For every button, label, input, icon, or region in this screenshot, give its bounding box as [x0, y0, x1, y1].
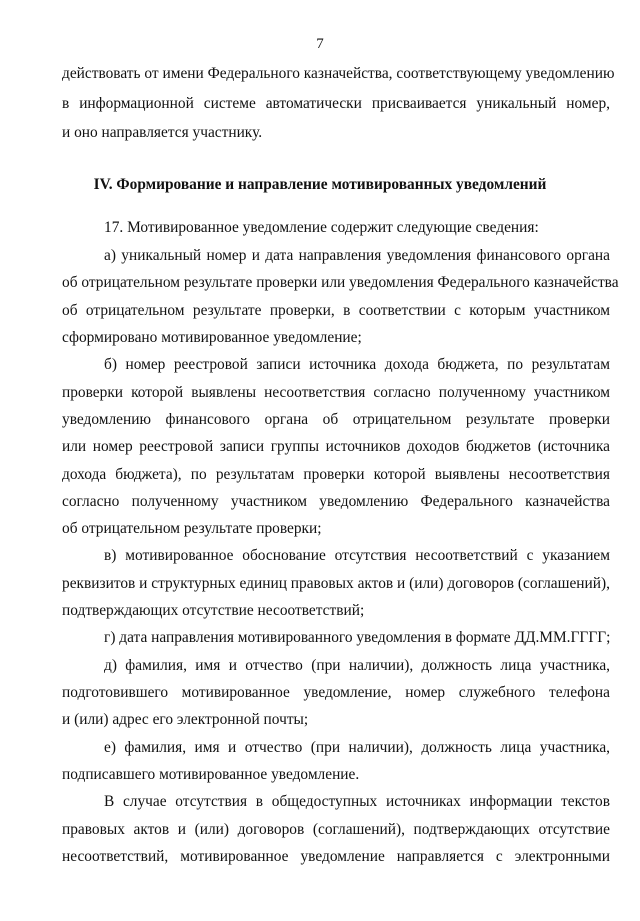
- text-line: е) фамилия, имя и отчество (при наличии), должность лица участника,: [104, 739, 610, 756]
- text-line: 17. Мотивированное уведомление содержит следующие сведения:: [104, 219, 539, 236]
- text-line: подписавшего мотивированное уведомление.: [62, 766, 360, 783]
- text-line: В случае отсутствия в общедоступных источниках информации текстов: [104, 793, 610, 810]
- text-line: в информационной системе автоматически присваивается уникальный номер,: [62, 95, 610, 112]
- text-line: г) дата направления мотивированного уведомления в формате ДД.ММ.ГГГГ;: [104, 629, 611, 646]
- text-line: проверки которой выявлены несоответствия согласно полученному участником: [62, 384, 610, 401]
- section-heading: IV. Формирование и направление мотивированных уведомлений: [93, 176, 547, 193]
- text-line: об отрицательном результате проверки;: [62, 520, 322, 537]
- text-line: об отрицательном результате проверки, в соответствии с которым участником: [62, 302, 610, 319]
- text-line: в) мотивированное обоснование отсутствия несоответствий с указанием: [104, 547, 610, 564]
- page-number: 7: [316, 36, 324, 52]
- text-line: правовых актов и (или) договоров (соглашений), подтверждающих отсутствие: [62, 821, 610, 838]
- text-line: а) уникальный номер и дата направления уведомления финансового органа: [104, 247, 610, 264]
- text-line: несоответствий, мотивированное уведомление направляется с электронными: [62, 848, 610, 865]
- text-line: или номер реестровой записи группы источников доходов бюджетов (источника: [62, 438, 610, 455]
- text-line: действовать от имени Федерального казначейства, соответствующему уведомлению: [62, 65, 615, 82]
- text-line: реквизитов и структурных единиц правовых актов и (или) договоров (соглашений),: [62, 575, 610, 592]
- text-line: уведомлению финансового органа об отрицательном результате проверки: [62, 411, 610, 428]
- text-line: дохода бюджета), по результатам проверки которой выявлены несоответствия: [62, 466, 610, 483]
- text-line: подготовившего мотивированное уведомление, номер служебного телефона: [62, 684, 610, 701]
- text-line: и (или) адрес его электронной почты;: [62, 711, 309, 728]
- text-line: подтверждающих отсутствие несоответствий;: [62, 602, 365, 619]
- text-line: сформировано мотивированное уведомление;: [62, 329, 362, 346]
- text-line: согласно полученному участником уведомлению Федерального казначейства: [62, 493, 610, 510]
- text-line: и оно направляется участнику.: [62, 124, 263, 141]
- text-line: б) номер реестровой записи источника дохода бюджета, по результатам: [104, 356, 610, 373]
- text-line: д) фамилия, имя и отчество (при наличии), должность лица участника,: [104, 657, 610, 674]
- text-line: об отрицательном результате проверки или уведомления Федерального казначейства: [62, 274, 619, 291]
